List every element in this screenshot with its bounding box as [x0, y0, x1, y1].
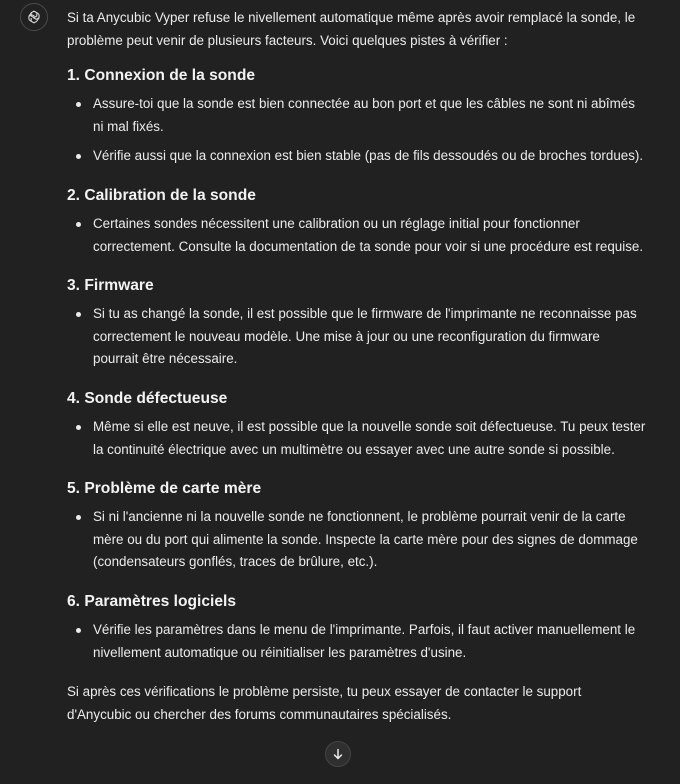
list-item: Même si elle est neuve, il est possible que la nouvelle sonde soit défectueuse. Tu peux tester la continuité électrique avec un multimètre ou essayer avec une autre sonde si possible. [93, 416, 647, 461]
arrow-down-icon [332, 748, 344, 760]
list-item: Certaines sondes nécessitent une calibration ou un réglage initial pour fonctionner correctement. Consulte la documentation de ta sonde pour voir si une procédure est requise. [93, 213, 647, 258]
list-item: Assure-toi que la sonde est bien connectée au bon port et que les câbles ne sont ni abîmés ni mal fixés. [93, 93, 647, 138]
bullet-list [67, 619, 647, 664]
assistant-avatar [20, 3, 48, 31]
section-heading: 5. Problème de carte mère [67, 480, 262, 498]
section-heading: 1. Connexion de la sonde [67, 67, 256, 85]
message-intro: Si ta Anycubic Vyper refuse le nivellement automatique même après avoir remplacé la sonde, le problème peut venir de plusieurs facteurs. Voici quelques pistes à vérifier : [67, 10, 636, 48]
bullet-list [67, 93, 647, 168]
openai-logo-icon [26, 9, 42, 25]
list-item: Si ni l'ancienne ni la nouvelle sonde ne fonctionnent, le problème pourrait venir de la carte mère ou du port qui alimente la sonde. Inspecte la carte mère pour des signes de dommage (condensateurs gonflés, traces de brûlure, etc.). [93, 506, 647, 574]
scroll-to-bottom-button[interactable] [325, 741, 351, 767]
message-outro: Si après ces vérifications le problème persiste, tu peux essayer de contacter le support d'Anycubic ou chercher des forums communautaires spécialisés. [67, 684, 582, 722]
section-heading: 2. Calibration de la sonde [67, 186, 256, 204]
bullet-list [67, 416, 647, 461]
bullet-list [67, 213, 647, 258]
section-heading: 4. Sonde défectueuse [67, 389, 228, 407]
list-item: Vérifie aussi que la connexion est bien stable (pas de fils dessoudés ou de broches tordues). [93, 145, 647, 168]
section-heading: 3. Firmware [67, 277, 154, 295]
section-heading: 6. Paramètres logiciels [67, 592, 237, 610]
assistant-message [67, 7, 647, 726]
bullet-list [67, 506, 647, 574]
list-item: Si tu as changé la sonde, il est possible que le firmware de l'imprimante ne reconnaisse pas correctement le nouveau modèle. Une mise à jour ou une reconfiguration du firmware pourrait être nécessaire. [93, 303, 647, 371]
bullet-list [67, 303, 647, 371]
list-item: Vérifie les paramètres dans le menu de l'imprimante. Parfois, il faut activer manuellement le nivellement automatique ou réinitialiser les paramètres d'usine. [93, 619, 647, 664]
